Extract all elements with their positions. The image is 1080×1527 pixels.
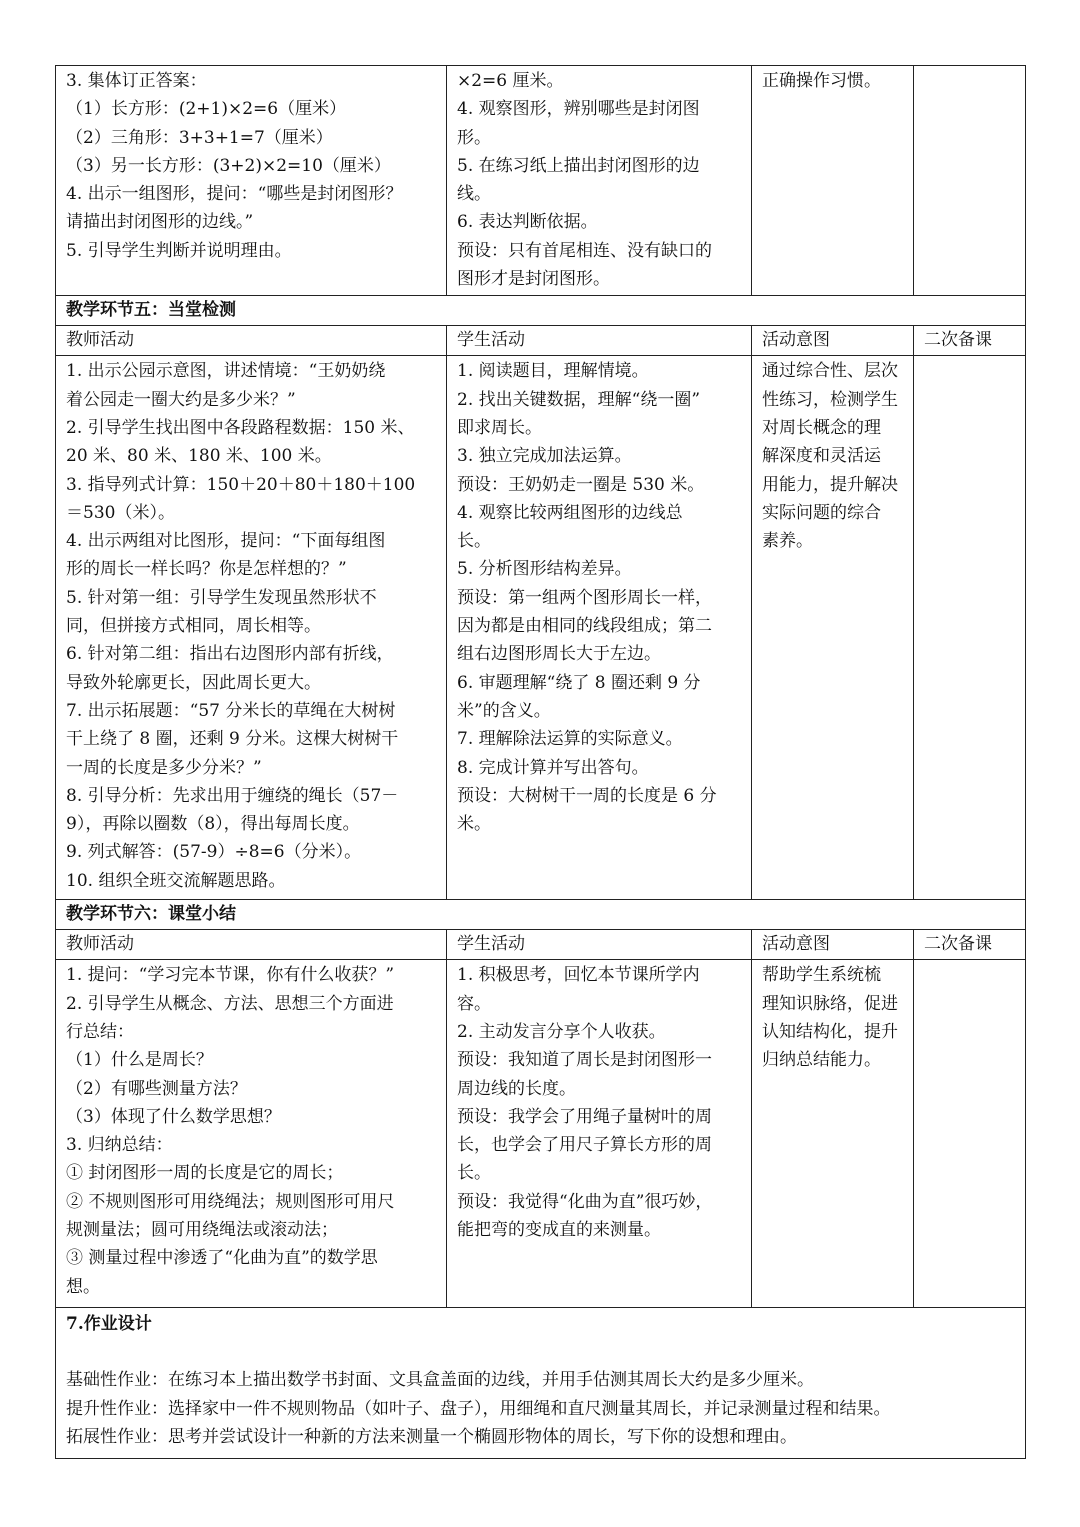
- text-line: 一周的长度是多少分米？”: [66, 757, 262, 778]
- header-second-prep: 二次备课: [914, 326, 1026, 356]
- teacher-activity-lines: [66, 961, 436, 1301]
- homework-cell: [56, 1308, 1026, 1459]
- activity-intent-cell: [752, 960, 914, 1308]
- section-five-content-row: [56, 356, 1026, 900]
- teacher-activity-cell: [56, 960, 447, 1308]
- text-line: 用能力，提升解决: [762, 474, 898, 495]
- text-line: 20 米、80 米、180 米、100 米。: [66, 446, 332, 467]
- text-line: 米”的含义。: [457, 700, 551, 721]
- section-five-title: 教学环节五：当堂检测: [56, 296, 1026, 326]
- activity-intent-lines: [762, 357, 903, 555]
- lesson-plan-table: [55, 65, 1026, 1459]
- text-line: 预设：王奶奶走一圈是 530 米。: [457, 474, 705, 495]
- activity-intent-lines: [762, 67, 903, 95]
- text-line: （2）三角形：3+3+1=7（厘米）: [66, 127, 333, 148]
- text-line: 8. 完成计算并写出答句。: [457, 757, 649, 778]
- text-line: 预设：我觉得“化曲为直”很巧妙，: [457, 1191, 713, 1212]
- text-line: 预设：只有首尾相连、没有缺口的: [457, 240, 712, 261]
- text-line: 干上绕了 8 圈，还剩 9 分米。这棵大树树干: [66, 729, 399, 750]
- header-teacher: 教师活动: [56, 930, 447, 960]
- text-line: 同，但拼接方式相同，周长相等。: [66, 616, 321, 637]
- homework-extension: 拓展性作业：思考并尝试设计一种新的方法来测量一个椭圆形物体的周长，写下你的设想和理由。: [66, 1427, 797, 1448]
- text-line: 9），再除以圈数（8），得出每周长度。: [66, 814, 360, 835]
- text-line: 8. 引导分析：先求出用于缠绕的绳长（57－: [66, 785, 399, 806]
- text-line: 1. 阅读题目，理解情境。: [457, 361, 649, 382]
- header-student: 学生活动: [447, 930, 752, 960]
- section-five-header-row: [56, 326, 1026, 356]
- text-line: （1）长方形：(2+1)×2=6（厘米）: [66, 99, 347, 120]
- text-line: 性练习，检测学生: [762, 389, 898, 410]
- text-line: 5. 在练习纸上描出封闭图形的边: [457, 155, 700, 176]
- text-line: 5. 针对第一组：引导学生发现虽然形状不: [66, 587, 377, 608]
- section-five-title-row: [56, 296, 1026, 326]
- second-prep-cell: [914, 356, 1026, 900]
- text-line: 正确操作习惯。: [762, 71, 881, 91]
- text-line: ③ 测量过程中渗透了“化曲为直”的数学思: [66, 1248, 378, 1269]
- text-line: 长，也学会了用尺子算长方形的周: [457, 1135, 712, 1156]
- text-line: 7. 理解除法运算的实际意义。: [457, 729, 683, 750]
- text-line: 2. 引导学生找出图中各段路程数据：150 米、: [66, 417, 415, 438]
- text-line: 图形才是封闭图形。: [457, 269, 610, 290]
- teacher-activity-cell: [56, 356, 447, 900]
- activity-intent-cell: [752, 356, 914, 900]
- section-six-title: 教学环节六：课堂小结: [56, 900, 1026, 930]
- text-line: 4. 观察图形，辨别哪些是封闭图: [457, 99, 700, 120]
- text-line: ＝530（米）。: [66, 502, 175, 523]
- header-second-prep: 二次备课: [914, 930, 1026, 960]
- second-prep-cell: [914, 66, 1026, 296]
- text-line: 组右边图形周长大于左边。: [457, 644, 661, 665]
- text-line: 3. 指导列式计算：150＋20＋80＋180＋100: [66, 474, 416, 495]
- text-line: 2. 主动发言分享个人收获。: [457, 1021, 666, 1042]
- text-line: 理知识脉络，促进: [762, 993, 898, 1014]
- continuation-row: [56, 66, 1026, 296]
- text-line: 10. 组织全班交流解题思路。: [66, 870, 286, 891]
- text-line: 1. 出示公园示意图，讲述情境：“王奶奶绕: [66, 361, 386, 382]
- text-line: 9. 列式解答：(57-9）÷8=6（分米）。: [66, 842, 362, 863]
- student-activity-cell: [447, 66, 752, 296]
- section-six-title-row: [56, 900, 1026, 930]
- text-line: 米。: [457, 814, 491, 835]
- text-line: （3）另一长方形：(3+2)×2=10（厘米）: [66, 155, 391, 176]
- student-activity-cell: [447, 960, 752, 1308]
- text-line: 3. 集体订正答案：: [66, 71, 207, 91]
- text-line: 预设：我学会了用绳子量树叶的周: [457, 1106, 712, 1127]
- header-teacher: 教师活动: [56, 326, 447, 356]
- section-six-header-row: [56, 930, 1026, 960]
- text-line: 4. 出示两组对比图形，提问：“下面每组图: [66, 531, 386, 552]
- second-prep-cell: [914, 960, 1026, 1308]
- student-activity-lines: [457, 67, 741, 293]
- activity-intent-cell: [752, 66, 914, 296]
- activity-intent-lines: [762, 961, 903, 1074]
- text-line: 想。: [66, 1276, 100, 1297]
- section-six-content-row: [56, 960, 1026, 1308]
- text-line: 长。: [457, 531, 491, 552]
- text-line: 5. 分析图形结构差异。: [457, 559, 632, 580]
- text-line: 形的周长一样长吗？你是怎样想的？”: [66, 559, 347, 580]
- text-line: 形。: [457, 127, 491, 148]
- text-line: 6. 针对第二组：指出右边图形内部有折线，: [66, 644, 394, 665]
- text-line: 4. 出示一组图形，提问：“哪些是封闭图形？: [66, 184, 403, 205]
- text-line: 长。: [457, 1163, 491, 1184]
- text-line: 素养。: [762, 531, 813, 552]
- homework-advanced: 提升性作业：选择家中一件不规则物品（如叶子、盘子），用细绳和直尺测量其周长，并记录测量过程和结果。: [66, 1398, 891, 1419]
- text-line: 4. 观察比较两组图形的边线总: [457, 502, 683, 523]
- text-line: 7. 出示拓展题：“57 分米长的草绳在大树树: [66, 700, 396, 721]
- header-intent: 活动意图: [752, 930, 914, 960]
- homework-title: 7.作业设计: [66, 1314, 152, 1335]
- text-line: 2. 找出关键数据，理解“绕一圈”: [457, 389, 701, 410]
- homework-basic: 基础性作业：在练习本上描出数学书封面、文具盒盖面的边线，并用手估测其周长大约是多少厘米。: [66, 1370, 814, 1391]
- header-student: 学生活动: [447, 326, 752, 356]
- text-line: 2. 引导学生从概念、方法、思想三个方面进: [66, 993, 394, 1014]
- text-line: 请描出封闭图形的边线。”: [66, 212, 254, 233]
- teacher-activity-cell: [56, 66, 447, 296]
- student-activity-lines: [457, 357, 741, 838]
- student-activity-cell: [447, 356, 752, 900]
- text-line: 3. 独立完成加法运算。: [457, 446, 632, 467]
- student-activity-lines: [457, 961, 741, 1244]
- text-line: ×2=6 厘米。: [457, 71, 564, 91]
- text-line: 周边线的长度。: [457, 1078, 576, 1099]
- text-line: 因为都是由相同的线段组成；第二: [457, 616, 712, 637]
- text-line: （2）有哪些测量方法？: [66, 1078, 247, 1099]
- text-line: 3. 归纳总结：: [66, 1135, 173, 1156]
- text-line: ② 不规则图形可用绕绳法；规则图形可用尺: [66, 1191, 395, 1212]
- text-line: 归纳总结能力。: [762, 1050, 881, 1071]
- text-line: 6. 表达判断依据。: [457, 212, 598, 233]
- text-line: 容。: [457, 993, 491, 1014]
- text-line: （1）什么是周长？: [66, 1050, 213, 1071]
- text-line: 预设：第一组两个图形周长一样，: [457, 587, 712, 608]
- text-line: ① 封闭图形一周的长度是它的周长；: [66, 1163, 344, 1184]
- teacher-activity-lines: [66, 67, 436, 265]
- text-line: 导致外轮廓更长，因此周长更大。: [66, 672, 321, 693]
- text-line: 预设：我知道了周长是封闭图形一: [457, 1050, 712, 1071]
- text-line: （3）体现了什么数学思想？: [66, 1106, 281, 1127]
- teacher-activity-lines: [66, 357, 436, 895]
- text-line: 线。: [457, 184, 491, 205]
- text-line: 对周长概念的理: [762, 417, 881, 438]
- text-line: 6. 审题理解“绕了 8 圈还剩 9 分: [457, 672, 701, 693]
- text-line: 1. 积极思考，回忆本节课所学内: [457, 965, 700, 986]
- text-line: 认知结构化，提升: [762, 1021, 898, 1042]
- homework-row: [56, 1308, 1026, 1459]
- text-line: 5. 引导学生判断并说明理由。: [66, 240, 292, 261]
- text-line: 预设：大树树干一周的长度是 6 分: [457, 785, 717, 806]
- text-line: 通过综合性、层次: [762, 361, 898, 382]
- text-line: 1. 提问：“学习完本节课，你有什么收获？”: [66, 965, 395, 986]
- text-line: 实际问题的综合: [762, 502, 881, 523]
- text-line: 解深度和灵活运: [762, 446, 881, 467]
- text-line: 着公园走一圈大约是多少米？”: [66, 389, 296, 410]
- text-line: 规测量法；圆可用绕绳法或滚动法；: [66, 1220, 338, 1241]
- header-intent: 活动意图: [752, 326, 914, 356]
- text-line: 帮助学生系统梳: [762, 965, 881, 986]
- text-line: 行总结：: [66, 1021, 134, 1042]
- text-line: 即求周长。: [457, 417, 542, 438]
- text-line: 能把弯的变成直的来测量。: [457, 1220, 661, 1241]
